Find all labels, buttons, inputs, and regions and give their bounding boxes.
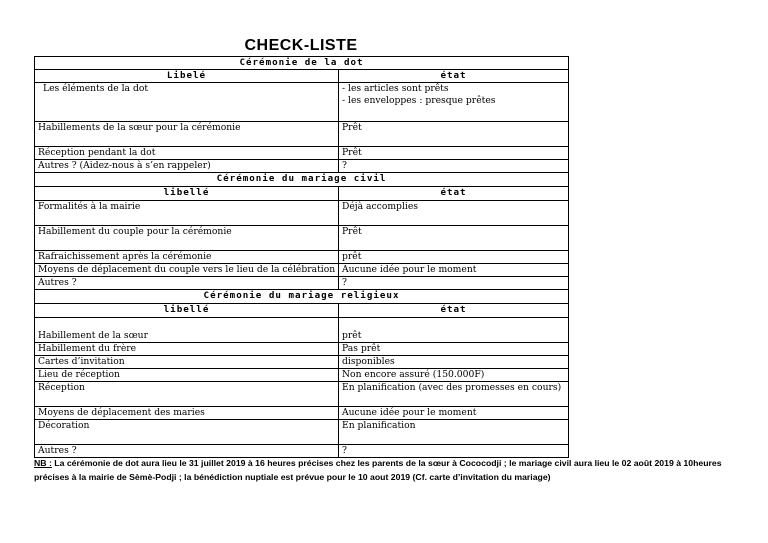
row-label: Moyens de déplacement des maries [35,407,339,420]
row-label: Rafraichissement après la cérémonie [35,251,339,264]
table-row [35,251,569,264]
column-header-label: libellé [35,187,339,201]
table-row [35,160,569,173]
column-header-state: état [339,70,569,83]
row-label: Habillement du frère [35,343,339,356]
section-title-religious: Cérémonie du mariage religieux [35,290,569,304]
table-row [35,83,569,122]
row-state: ? [339,277,569,290]
row-state: Non encore assuré (150.000F) [339,369,569,382]
table-row [35,264,569,277]
row-state: Prêt [339,226,569,251]
row-label: Cartes d’invitation [35,356,339,369]
row-label: Autres ? [35,445,339,458]
row-label: Réception pendant la dot [35,147,339,160]
row-state: disponibles [339,356,569,369]
column-header-label: Libelé [35,70,339,83]
row-state: prêt [339,318,569,343]
footnote-text: La cérémonie de dot aura lieu le 31 juillet 2019 à 16 heures précises chez les parents de la sœur à Cococodji ; le mariage civil aura lieu le 02 août 2019 à 10heures précises à la mairie de Sèmè-Podji ; la bénédiction nuptiale est prévue pour le 10 aout 2019 (Cf. carte d’invitation du mariage) [34,458,722,482]
row-label: Habillement du couple pour la cérémonie [35,226,339,251]
table-row [35,369,569,382]
table-row [35,343,569,356]
row-label: Réception [35,382,339,407]
row-label: Moyens de déplacement du couple vers le lieu de la célébration [35,264,339,277]
row-label: Lieu de réception [35,369,339,382]
table-row [35,122,569,147]
page-title: CHECK-LISTE [244,37,358,54]
table-row [35,356,569,369]
table-row [35,201,569,226]
row-label: Habillements de la sœur pour la cérémonie [35,122,339,147]
row-label: Habillement de la sœur [35,318,339,343]
table-row [35,407,569,420]
row-label: Décoration [35,420,339,445]
row-state: prêt [339,251,569,264]
checklist-table [34,56,569,458]
footnote [34,457,754,484]
section-title-dot: Cérémonie de la dot [35,57,569,70]
row-state: Aucune idée pour le moment [339,264,569,277]
column-header-label: libellé [35,304,339,318]
table-row [35,277,569,290]
row-state: ? [339,445,569,458]
table-row [35,445,569,458]
row-label: Autres ? (Aidez-nous à s’en rappeler) [35,160,339,173]
row-state: Prêt [339,147,569,160]
column-header-state: état [339,304,569,318]
row-state: En planification [339,420,569,445]
table-row [35,318,569,343]
row-state: Déjà accomplies [339,201,569,226]
row-state: Aucune idée pour le moment [339,407,569,420]
section-title-civil: Cérémonie du mariage civil [35,173,569,187]
row-label: Formalités à la mairie [35,201,339,226]
table-row [35,420,569,445]
footnote-prefix: NB : [34,458,52,468]
row-state-line: - les articles sont prêts [342,83,449,94]
row-state: Prêt [339,122,569,147]
row-state: En planification (avec des promesses en cours) [339,382,569,407]
table-row [35,226,569,251]
row-state [339,83,569,122]
table-row [35,147,569,160]
row-label: Les éléments de la dot [35,83,339,122]
table-row [35,382,569,407]
row-state: Pas prêt [339,343,569,356]
row-label: Autres ? [35,277,339,290]
row-state: ? [339,160,569,173]
row-state-line: - les enveloppes : presque prêtes [342,95,496,106]
column-header-state: état [339,187,569,201]
